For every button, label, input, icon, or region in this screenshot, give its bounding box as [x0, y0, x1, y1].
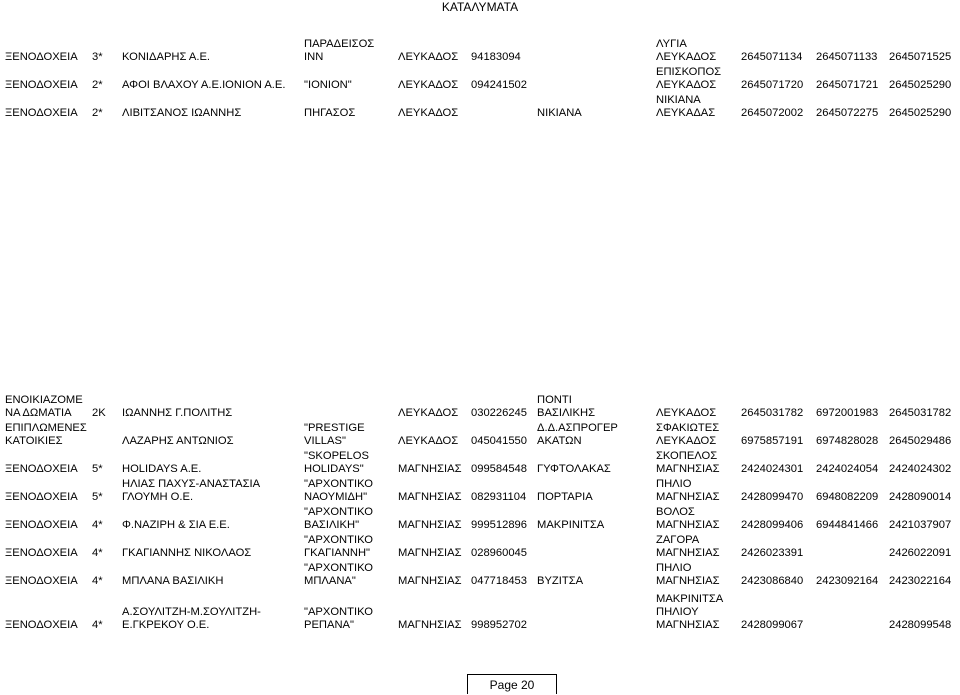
cell-stars: 4*: [92, 519, 103, 531]
cell-owner-line: Ε.ΓΚΡΕΚΟΥ Ο.Ε.: [122, 619, 210, 631]
cell-phone3: 2645031782: [889, 407, 952, 419]
cell-location-line: ΒΟΛΟΣ: [656, 506, 695, 518]
cell-prefecture: ΜΑΓΝΗΣΙΑΣ: [398, 575, 462, 587]
cell-location: [656, 478, 720, 504]
cell-location-line: ΝΙΚΙΑΝΑ: [656, 94, 701, 106]
cell-area: [537, 463, 611, 476]
cell-phone2: 2645072275: [816, 107, 879, 119]
cell-stars: 3*: [92, 51, 103, 63]
cell-area: [537, 619, 540, 632]
cell-tk: 028960045: [471, 547, 527, 559]
cell-location-line: ΣΦΑΚΙΩΤΕΣ: [656, 422, 720, 434]
cell-owner: [122, 51, 210, 64]
cell-phone2: 6944841466: [816, 519, 879, 531]
cell-owner-line: ΑΦΟΙ ΒΛΑΧΟΥ Α.Ε.ΙΟΝΙΟΝ Α.Ε.: [122, 79, 286, 91]
table-row: [0, 424, 960, 450]
cell-tk: 94183094: [471, 51, 521, 63]
cell-phone1: 2423086840: [741, 575, 804, 587]
cell-name-line: "ΑΡΧΟΝΤΙΚΟ: [304, 562, 373, 574]
cell-owner: [122, 478, 260, 504]
cell-area-line: ΝΙΚΙΑΝΑ: [537, 107, 582, 119]
cell-name-line: "SKOPELOS: [304, 450, 369, 462]
cell-stars: 2*: [92, 79, 103, 91]
page-title: ΚΑΤΑΛΥΜΑΤΑ: [441, 0, 519, 14]
cell-type: [5, 422, 87, 448]
cell-location: [656, 506, 720, 532]
cell-type-line: ΕΝΟΙΚΙΑΖΟΜΕ: [5, 394, 83, 406]
cell-tk: 030226245: [471, 407, 527, 419]
cell-phone2: 2424024054: [816, 463, 879, 475]
cell-phone1: 2424024301: [741, 463, 804, 475]
table-row: [0, 96, 960, 122]
cell-location: [656, 407, 716, 420]
cell-name-line: "ΑΡΧΟΝΤΙΚΟ: [304, 506, 373, 518]
cell-name: [304, 562, 373, 588]
cell-prefecture: ΛΕΥΚΑΔΟΣ: [398, 107, 459, 119]
cell-area: [537, 575, 583, 588]
cell-location-line: ΜΑΓΝΗΣΙΑΣ: [656, 575, 720, 587]
cell-name-line: ΓΚΑΓΙΑΝΝΗ": [304, 547, 371, 559]
cell-type: [5, 394, 83, 420]
cell-phone3: 2645071525: [889, 51, 952, 63]
cell-location-line: ΠΗΛΙΟΥ: [656, 606, 699, 618]
cell-phone3: 2645025290: [889, 79, 952, 91]
cell-type: [5, 463, 78, 476]
cell-prefecture: ΛΕΥΚΑΔΟΣ: [398, 407, 459, 419]
cell-type-line: ΞΕΝΟΔΟΧΕΙΑ: [5, 463, 78, 475]
cell-location-line: ΜΑΓΝΗΣΙΑΣ: [656, 619, 720, 631]
cell-phone1: 2428099470: [741, 491, 804, 503]
cell-owner: [122, 519, 230, 532]
cell-tk: 999512896: [471, 519, 527, 531]
cell-type: [5, 107, 78, 120]
cell-prefecture: ΜΑΓΝΗΣΙΑΣ: [398, 547, 462, 559]
cell-tk: 045041550: [471, 435, 527, 447]
cell-area-line: ΠΟΡΤΑΡΙΑ: [537, 491, 593, 503]
cell-owner: [122, 463, 201, 476]
cell-name: [304, 478, 373, 504]
table-row: [0, 68, 960, 94]
cell-tk: 998952702: [471, 619, 527, 631]
cell-type-line: ΞΕΝΟΔΟΧΕΙΑ: [5, 547, 78, 559]
cell-name-line: VILLAS": [304, 435, 346, 447]
cell-phone1: 2645071134: [741, 51, 803, 63]
cell-name: [304, 422, 365, 448]
cell-name: [304, 38, 374, 64]
table-row: [0, 508, 960, 534]
cell-type: [5, 491, 78, 504]
cell-type: [5, 519, 78, 532]
cell-location-line: ΖΑΓΟΡΑ: [656, 534, 700, 546]
cell-location: [656, 66, 721, 92]
cell-name-line: "ΑΡΧΟΝΤΙΚΟ: [304, 478, 373, 490]
cell-location-line: ΛΕΥΚΑΔΟΣ: [656, 435, 717, 447]
cell-phone1: 2428099406: [741, 519, 804, 531]
table-row: [0, 452, 960, 478]
cell-stars: 2*: [92, 107, 103, 119]
cell-owner: [122, 435, 234, 448]
cell-name: [304, 606, 373, 632]
cell-owner-line: ΗΛΙΑΣ ΠΑΧΥΣ-ΑΝΑΣΤΑΣΙΑ: [122, 478, 261, 490]
cell-owner-line: Φ.ΝΑΖΙΡΗ & ΣΙΑ Ε.Ε.: [122, 519, 230, 531]
cell-prefecture: ΛΕΥΚΑΔΟΣ: [398, 435, 459, 447]
cell-area: [537, 547, 540, 560]
cell-stars: 5*: [92, 463, 103, 475]
cell-type-line: ΞΕΝΟΔΟΧΕΙΑ: [5, 519, 78, 531]
cell-owner-line: ΓΛΟΥΜΗ Ο.Ε.: [122, 491, 194, 503]
cell-owner: [122, 407, 232, 420]
cell-type: [5, 547, 78, 560]
cell-name: [304, 407, 307, 420]
cell-name-line: ΜΠΛΑΝΑ": [304, 575, 356, 587]
cell-location-line: ΜΑΓΝΗΣΙΑΣ: [656, 463, 720, 475]
cell-phone3: 2428090014: [889, 491, 952, 503]
cell-name-line: INN: [304, 51, 324, 63]
cell-area: [537, 519, 604, 532]
table-row: [0, 564, 960, 590]
cell-prefecture: ΜΑΓΝΗΣΙΑΣ: [398, 619, 462, 631]
cell-location-line: ΜΑΓΝΗΣΙΑΣ: [656, 547, 720, 559]
cell-area: [537, 422, 618, 448]
cell-type-line: ΞΕΝΟΔΟΧΕΙΑ: [5, 575, 78, 587]
cell-name-line: HOLIDAYS": [304, 463, 364, 475]
cell-name-line: ΡΕΠΑΝΑ": [304, 619, 354, 631]
cell-area-line: ΑΚΑΤΩΝ: [537, 435, 582, 447]
cell-type: [5, 619, 78, 632]
cell-phone1: 2426023391: [741, 547, 804, 559]
table-row: [0, 40, 960, 66]
cell-location: [656, 94, 715, 120]
cell-type-line: ΕΠΙΠΛΩΜΕΝΕΣ: [5, 422, 87, 434]
cell-location-line: ΜΑΓΝΗΣΙΑΣ: [656, 491, 720, 503]
cell-type-line: ΞΕΝΟΔΟΧΕΙΑ: [5, 619, 78, 631]
cell-phone3: 2645029486: [889, 435, 952, 447]
cell-location: [656, 422, 719, 448]
cell-prefecture: ΜΑΓΝΗΣΙΑΣ: [398, 491, 462, 503]
cell-location-line: ΛΕΥΚΑΔΟΣ: [656, 51, 717, 63]
cell-name: [304, 506, 373, 532]
cell-type: [5, 79, 78, 92]
cell-type-line: ΞΕΝΟΔΟΧΕΙΑ: [5, 79, 78, 91]
cell-location: [656, 534, 720, 560]
cell-name: [304, 450, 369, 476]
cell-name: [304, 79, 352, 92]
cell-area-line: [537, 79, 540, 92]
cell-owner-line: Α.ΣΟΥΛΙΤΖΗ-Μ.ΣΟΥΛΙΤΖΗ-: [122, 606, 261, 618]
cell-owner-line: ΙΩΑΝΝΗΣ Γ.ΠΟΛΙΤΗΣ: [122, 407, 233, 419]
cell-location-line: ΠΗΛΙΟ: [656, 478, 692, 490]
cell-tk: 094241502: [471, 79, 527, 91]
cell-type-line: ΞΕΝΟΔΟΧΕΙΑ: [5, 107, 78, 119]
cell-phone3: 2645025290: [889, 107, 952, 119]
cell-location: [656, 38, 716, 64]
cell-phone1: 2645031782: [741, 407, 804, 419]
cell-phone2: 2423092164: [816, 575, 879, 587]
cell-owner: [122, 79, 285, 92]
cell-type-line: ΞΕΝΟΔΟΧΕΙΑ: [5, 51, 78, 63]
table-row: [0, 480, 960, 506]
cell-type: [5, 51, 78, 64]
table-row: [0, 536, 960, 562]
cell-owner-line: ΓΚΑΓΙΑΝΝΗΣ ΝΙΚΟΛΑΟΣ: [122, 547, 252, 559]
cell-name: [304, 107, 355, 120]
cell-prefecture: ΜΑΓΝΗΣΙΑΣ: [398, 519, 462, 531]
cell-type-line: ΞΕΝΟΔΟΧΕΙΑ: [5, 491, 78, 503]
cell-name-line: "ΑΡΧΟΝΤΙΚΟ: [304, 606, 373, 618]
cell-owner-line: ΛΑΖΑΡΗΣ ΑΝΤΩΝΙΟΣ: [122, 435, 234, 447]
cell-area-line: ΜΑΚΡΙΝΙΤΣΑ: [537, 519, 605, 531]
cell-prefecture: ΛΕΥΚΑΔΟΣ: [398, 79, 459, 91]
cell-area-line: Δ.Δ.ΑΣΠΡΟΓΕΡ: [537, 422, 618, 434]
cell-location-line: ΛΕΥΚΑΔΟΣ: [656, 407, 717, 419]
cell-stars: 4*: [92, 575, 103, 587]
cell-location-line: ΜΑΓΝΗΣΙΑΣ: [656, 519, 720, 531]
page-number: Page 20: [467, 674, 557, 694]
cell-phone1: 2428099067: [741, 619, 804, 631]
cell-name-line: "PRESTIGE: [304, 422, 365, 434]
cell-area: [537, 491, 593, 504]
cell-name-line: ΒΑΣΙΛΙΚΗ": [304, 519, 360, 531]
cell-phone2: 6972001983: [816, 407, 879, 419]
cell-phone2: 6974828028: [816, 435, 879, 447]
cell-location-line: ΕΠΙΣΚΟΠΟΣ: [656, 66, 722, 78]
cell-area-line: ΒΥΖΙΤΣΑ: [537, 575, 584, 587]
table-row: [0, 396, 960, 422]
cell-area-line: ΓΥΦΤΟΛΑΚΑΣ: [537, 463, 611, 475]
cell-name-line: ΝΑΟΥΜΙΔΗ": [304, 491, 368, 503]
cell-stars: 2K: [92, 407, 106, 419]
cell-owner-line: HOLIDAYS A.E.: [122, 463, 202, 475]
cell-phone3: 2428099548: [889, 619, 952, 631]
cell-tk: 099584548: [471, 463, 527, 475]
cell-prefecture: ΜΑΓΝΗΣΙΑΣ: [398, 463, 462, 475]
cell-phone3: 2426022091: [889, 547, 952, 559]
cell-location-line: ΠΗΛΙΟ: [656, 562, 692, 574]
cell-area: [537, 107, 582, 120]
cell-location-line: ΛΕΥΚΑΔΑΣ: [656, 107, 716, 119]
cell-stars: 4*: [92, 619, 103, 631]
cell-name-line: [304, 407, 307, 420]
cell-tk: 082931104: [471, 491, 527, 503]
cell-location-line: ΣΚΟΠΕΛΟΣ: [656, 450, 718, 462]
cell-name-line: "ΑΡΧΟΝΤΙΚΟ: [304, 534, 373, 546]
cell-stars: 4*: [92, 547, 103, 559]
cell-phone2: 2645071721: [816, 79, 879, 91]
cell-tk: 047718453: [471, 575, 527, 587]
cell-area-line: [537, 619, 540, 632]
cell-type-line: ΚΑΤΟΙΚΙΕΣ: [5, 435, 63, 447]
cell-type: [5, 575, 78, 588]
cell-area: [537, 79, 540, 92]
cell-location: [656, 450, 720, 476]
cell-location: [656, 562, 720, 588]
cell-phone3: 2424024302: [889, 463, 952, 475]
cell-location-line: ΜΑΚΡΙΝΙΤΣΑ: [656, 593, 724, 605]
cell-owner: [122, 575, 223, 588]
cell-area-line: ΒΑΣΙΛΙΚΗΣ: [537, 407, 595, 419]
cell-phone1: 2645072002: [741, 107, 804, 119]
cell-area-line: [537, 51, 540, 64]
cell-name: [304, 534, 373, 560]
cell-owner: [122, 606, 261, 632]
cell-area-line: ΠΟΝΤΙ: [537, 394, 572, 406]
cell-phone3: 2421037907: [889, 519, 952, 531]
cell-owner-line: ΛΙΒΙΤΣΑΝΟΣ ΙΩΑΝΝΗΣ: [122, 107, 242, 119]
cell-phone3: 2423022164: [889, 575, 952, 587]
cell-type-line: ΝΑ ΔΩΜΑΤΙΑ: [5, 407, 72, 419]
cell-owner-line: ΜΠΛΑΝΑ ΒΑΣΙΛΙΚΗ: [122, 575, 224, 587]
cell-area: [537, 51, 540, 64]
cell-owner: [122, 547, 251, 560]
cell-name-line: ΠΑΡΑΔΕΙΣΟΣ: [304, 38, 375, 50]
cell-location: [656, 593, 723, 632]
cell-location-line: ΛΥΓΙΑ: [656, 38, 687, 50]
cell-name-line: "IONION": [304, 79, 352, 91]
cell-location-line: ΛΕΥΚΑΔΟΣ: [656, 79, 717, 91]
cell-phone1: 2645071720: [741, 79, 804, 91]
cell-owner: [122, 107, 241, 120]
cell-phone2: 2645071133: [816, 51, 878, 63]
cell-name-line: ΠΗΓΑΣΟΣ: [304, 107, 356, 119]
cell-area-line: [537, 547, 540, 560]
cell-prefecture: ΛΕΥΚΑΔΟΣ: [398, 51, 459, 63]
table-row: [0, 593, 960, 634]
cell-stars: 5*: [92, 491, 103, 503]
cell-phone1: 6975857191: [741, 435, 804, 447]
cell-phone2: 6948082209: [816, 491, 879, 503]
cell-area: [537, 394, 595, 420]
cell-owner-line: ΚΟΝΙΔΑΡΗΣ Α.Ε.: [122, 51, 211, 63]
